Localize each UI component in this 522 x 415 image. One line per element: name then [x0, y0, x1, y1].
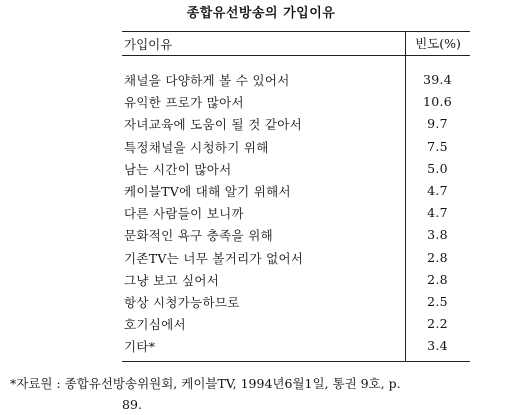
- reason-cell: 유익한 프로가 많아서: [124, 95, 244, 111]
- reason-cell: 항상 시청가능하므로: [124, 294, 240, 310]
- header-frequency: 빈도(%): [405, 32, 470, 55]
- reason-cell: 기존TV는 너무 볼거리가 없어서: [124, 250, 304, 266]
- value-cell: 4.7: [427, 205, 448, 221]
- reason-cell: 그냥 보고 싶어서: [124, 272, 220, 288]
- value-cell: 4.7: [427, 182, 448, 198]
- value-cell: 3.4: [427, 338, 448, 354]
- source-note: [10, 373, 515, 415]
- table-row: [122, 269, 470, 291]
- table-row: [122, 313, 470, 335]
- value-cell: 5.0: [427, 160, 448, 176]
- reason-cell: 다른 사람들이 보니까: [124, 206, 244, 222]
- source-line-1: *자료원 : 종합유선방송위원회, 케이블TV, 1994년6월1일, 통권 9호, p.: [10, 376, 401, 391]
- table-row: [122, 136, 470, 158]
- table-row: [122, 224, 470, 246]
- header-reason: 가입이유: [124, 36, 173, 52]
- reason-cell: 자녀교육에 도움이 될 것 같아서: [124, 117, 302, 133]
- reason-cell: 케이블TV에 대해 알기 위해서: [124, 184, 291, 200]
- reason-cell: 남는 시간이 많아서: [124, 161, 232, 177]
- reasons-table: [122, 31, 470, 362]
- column-divider: [405, 56, 406, 361]
- reason-cell: 기타*: [124, 339, 156, 355]
- reason-cell: 문화적인 욕구 충족을 위해: [124, 228, 273, 244]
- table-row: [122, 113, 470, 135]
- table-row: [122, 180, 470, 202]
- table-row: [122, 69, 470, 91]
- value-cell: 9.7: [427, 116, 448, 132]
- value-cell: 2.8: [427, 249, 448, 265]
- value-cell: 3.8: [427, 227, 448, 243]
- value-cell: 10.6: [422, 94, 453, 110]
- table-title: 종합유선방송의 가입이유: [186, 6, 336, 21]
- table-row: [122, 247, 470, 269]
- reason-cell: 호기심에서: [124, 317, 186, 333]
- table-header: [122, 32, 470, 56]
- table-row: [122, 202, 470, 224]
- value-cell: 39.4: [422, 72, 453, 87]
- table-body: [122, 56, 470, 361]
- reason-cell: 특정채널을 시청하기 위해: [124, 139, 269, 155]
- table-row: [122, 335, 470, 357]
- value-cell: 7.5: [427, 138, 448, 154]
- table-row: [122, 158, 470, 180]
- table-row: [122, 91, 470, 113]
- table-row: [122, 291, 470, 313]
- source-line-2: 89.: [122, 397, 142, 412]
- value-cell: 2.5: [427, 293, 448, 309]
- value-cell: 2.8: [427, 271, 448, 287]
- value-cell: 2.2: [427, 316, 448, 332]
- reason-cell: 채널을 다양하게 볼 수 있어서: [124, 73, 290, 89]
